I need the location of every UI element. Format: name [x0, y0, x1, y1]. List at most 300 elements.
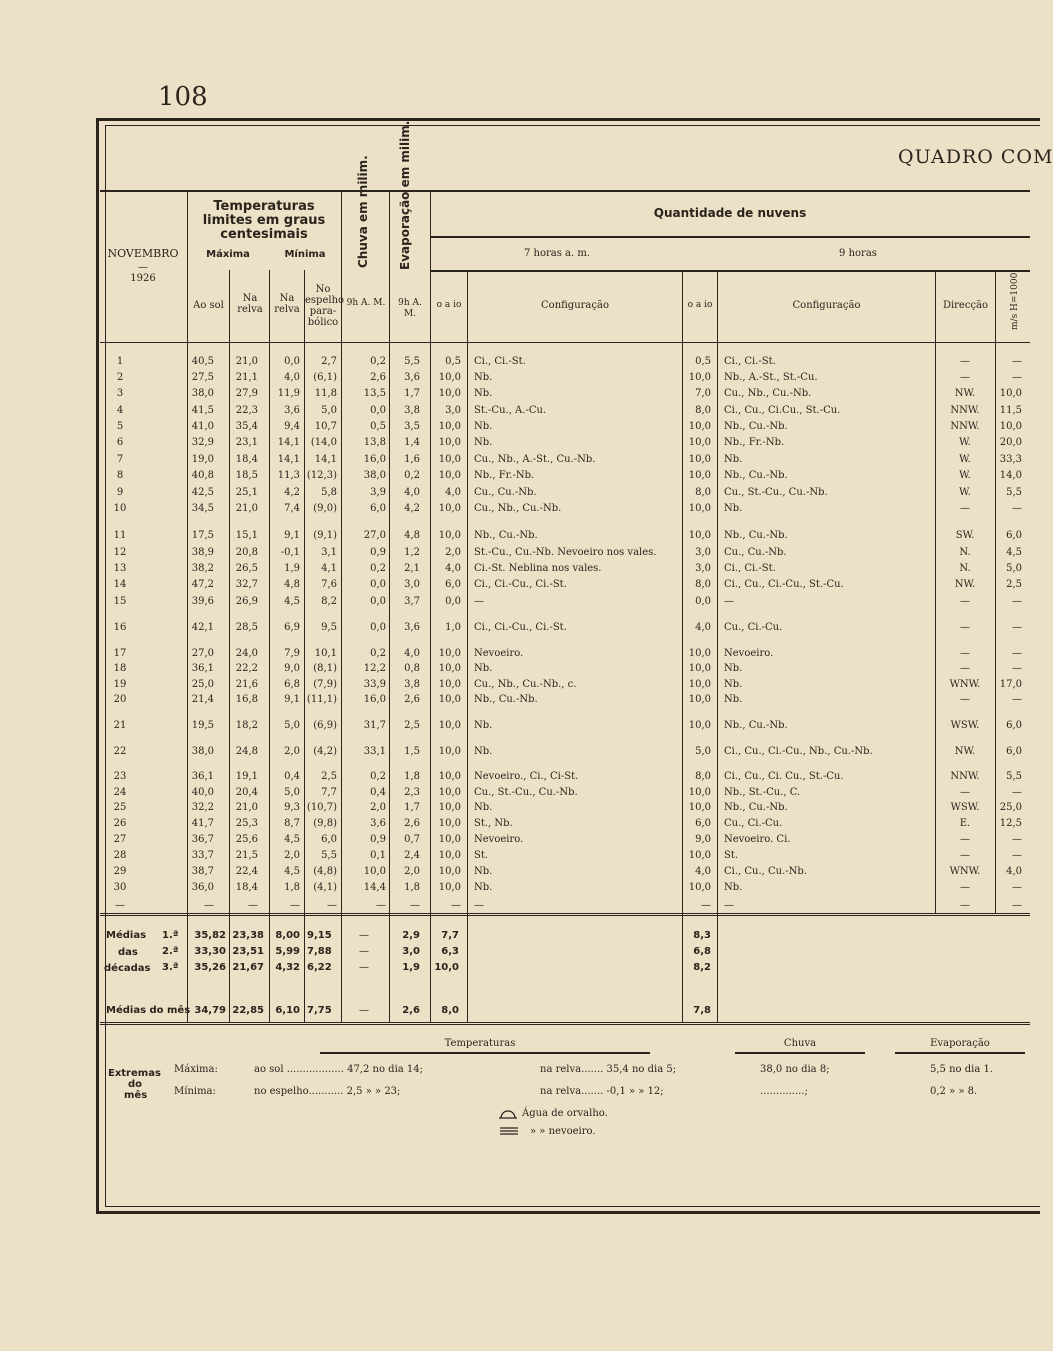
row-15-sol: 39,6	[191, 596, 214, 607]
row-2-esp: (6,1)	[313, 372, 337, 383]
row-5-esp: 10,7	[314, 421, 337, 432]
table-title: QUADRO COM	[898, 146, 1053, 168]
means-rule	[100, 913, 1030, 916]
row-1-c7: Ci., Ci.-St.	[474, 356, 526, 367]
row-11-relva: 15,1	[235, 530, 258, 541]
row-19-ch: 33,9	[363, 679, 386, 690]
row-30-sol: 36,0	[191, 882, 214, 893]
row-17-esp: 10,1	[314, 648, 337, 659]
decade-1-ev: 2,9	[402, 930, 420, 941]
year-header: 1926	[130, 273, 156, 284]
row-8-dir: W.	[959, 470, 971, 481]
row-5-n9: 10,0	[688, 421, 711, 432]
row-28-relva: 21,5	[235, 850, 258, 861]
oaio-9-header: o a io	[687, 300, 713, 310]
decade-1-esp: 9,15	[307, 930, 332, 941]
decade-3-minr: 4,32	[275, 962, 300, 973]
row-18-sol: 36,1	[191, 663, 214, 674]
row-16-relva: 28,5	[235, 622, 258, 633]
row-17-dir: —	[960, 648, 970, 659]
row-2-n9: 10,0	[688, 372, 711, 383]
row-12-c7: St.-Cu., Cu.-Nb. Nevoeiro nos vales.	[474, 547, 657, 558]
row-7-minr: 14,1	[277, 454, 300, 465]
ao-sol-header: Ao sol	[193, 300, 224, 311]
row-9-dir: W.	[959, 487, 971, 498]
row-9-n7: 4,0	[445, 487, 461, 498]
row-1-ch: 0,2	[370, 356, 386, 367]
row-28-n7: 10,0	[438, 850, 461, 861]
decade-3-relva: 21,67	[232, 962, 264, 973]
row-22-d: 22	[113, 746, 127, 757]
row-15-ch: 0,0	[370, 596, 386, 607]
row-25-relva: 21,0	[235, 802, 258, 813]
row-9-ch: 3,9	[370, 487, 386, 498]
row-21-sol: 19,5	[191, 720, 214, 731]
row-7-sol: 19,0	[191, 454, 214, 465]
row-8-ev: 0,2	[404, 470, 420, 481]
month-mean-esp: 7,75	[307, 1005, 332, 1016]
row-27-ev: 0,7	[404, 834, 420, 845]
row-27-c7: Nevoeiro.	[474, 834, 524, 845]
row-10-c9: Nb.	[724, 503, 743, 514]
row-11-c9: Nb., Cu.-Nb.	[724, 530, 788, 541]
row-6-n7: 10,0	[438, 437, 461, 448]
row-18-dir: —	[960, 663, 970, 674]
row-15-dir: —	[960, 596, 970, 607]
row-3-esp: 11,8	[314, 388, 337, 399]
row-16-ch: 0,0	[370, 622, 386, 633]
row-10-minr: 7,4	[284, 503, 300, 514]
row-3-relva: 27,9	[235, 388, 258, 399]
row-3-ch: 13,5	[363, 388, 386, 399]
row-6-sol: 32,9	[191, 437, 214, 448]
row-27-ms: —	[1012, 834, 1022, 845]
decade-3-esp: 6,22	[307, 962, 332, 973]
decade-3-sol: 35,26	[194, 962, 226, 973]
row-24-minr: 5,0	[284, 787, 300, 798]
row-26-ms: 12,5	[999, 818, 1022, 829]
row-4-esp: 5,0	[321, 405, 337, 416]
row-14-minr: 4,8	[284, 579, 300, 590]
row-17-n9: 10,0	[688, 648, 711, 659]
row-24-c9: Nb., St.-Cu., C.	[724, 787, 801, 798]
row-14-ev: 3,0	[404, 579, 420, 590]
row-9-esp: 5,8	[321, 487, 337, 498]
row-26-ch: 3,6	[370, 818, 386, 829]
row-15-ev: 3,7	[404, 596, 420, 607]
row-25-c9: Nb., Cu.-Nb.	[724, 802, 788, 813]
row-22-dir: NW.	[954, 746, 976, 757]
row-3-minr: 11,9	[277, 388, 300, 399]
row-13-n7: 4,0	[445, 563, 461, 574]
row-20-n7: 10,0	[438, 694, 461, 705]
row-30-ms: —	[1012, 882, 1022, 893]
row-25-ev: 1,7	[404, 802, 420, 813]
month-mean-minr: 6,10	[275, 1005, 300, 1016]
decade-3-ev: 1,9	[402, 962, 420, 973]
row-11-ch: 27,0	[363, 530, 386, 541]
row-20-c7: Nb., Cu.-Nb.	[474, 694, 538, 705]
month-mean-relva: 22,85	[232, 1005, 264, 1016]
row-19-relva: 21,6	[235, 679, 258, 690]
row-1-n9: 0,5	[695, 356, 711, 367]
row-28-ch: 0,1	[370, 850, 386, 861]
direccao-header: Direcção	[942, 300, 989, 311]
decade-3-n7: 10,0	[434, 962, 459, 973]
decade-1-k: 1.ª	[162, 930, 179, 941]
row-8-esp: (12,3)	[306, 470, 337, 481]
h7-header: 7 horas a. m.	[523, 248, 591, 259]
row-—-relva: —	[248, 900, 258, 911]
row-21-ch: 31,7	[363, 720, 386, 731]
row-24-n9: 10,0	[688, 787, 711, 798]
row-7-c9: Nb.	[724, 454, 743, 465]
decade-3-ch: —	[359, 962, 369, 973]
row-18-c9: Nb.	[724, 663, 743, 674]
row-20-ms: —	[1012, 694, 1022, 705]
row-7-n7: 10,0	[438, 454, 461, 465]
row-1-esp: 2,7	[321, 356, 337, 367]
row-20-n9: 10,0	[688, 694, 711, 705]
row-16-c9: Cu., Ci.-Cu.	[724, 622, 783, 633]
row-—-ms: —	[1012, 900, 1022, 911]
row-4-minr: 3,6	[284, 405, 300, 416]
row-30-dir: —	[960, 882, 970, 893]
header-bottom-rule	[100, 342, 1030, 343]
row-—-esp: —	[327, 900, 337, 911]
row-7-ch: 16,0	[363, 454, 386, 465]
row-18-c7: Nb.	[474, 663, 493, 674]
row-26-sol: 41,7	[191, 818, 214, 829]
row-15-d: 15	[113, 596, 127, 607]
row-14-n9: 8,0	[695, 579, 711, 590]
row-11-n9: 10,0	[688, 530, 711, 541]
row-7-dir: W.	[959, 454, 971, 465]
row-14-d: 14	[113, 579, 127, 590]
row-25-sol: 32,2	[191, 802, 214, 813]
row-13-sol: 38,2	[191, 563, 214, 574]
row-16-c7: Ci., Ci.-Cu., Ci.-St.	[474, 622, 567, 633]
decade-1-n9: 8,3	[693, 930, 711, 941]
row-28-minr: 2,0	[284, 850, 300, 861]
row-12-relva: 20,8	[235, 547, 258, 558]
row-13-ms: 5,0	[1006, 563, 1022, 574]
month-mean-n7: 8,0	[441, 1005, 459, 1016]
row-5-minr: 9,4	[284, 421, 300, 432]
row-3-dir: NW.	[954, 388, 976, 399]
row-29-esp: (4,8)	[313, 866, 337, 877]
row-5-sol: 41,0	[191, 421, 214, 432]
row-8-minr: 11,3	[277, 470, 300, 481]
row-30-n7: 10,0	[438, 882, 461, 893]
na-relva-min-header: Na relva	[274, 293, 300, 315]
row-15-n9: 0,0	[695, 596, 711, 607]
row-11-sol: 17,5	[191, 530, 214, 541]
row-18-d: 18	[113, 663, 127, 674]
fog-symbol-icon	[500, 1126, 518, 1136]
row-17-n7: 10,0	[438, 648, 461, 659]
row-29-d: 29	[113, 866, 127, 877]
row-17-relva: 24,0	[235, 648, 258, 659]
row-17-ch: 0,2	[370, 648, 386, 659]
row-16-n9: 4,0	[695, 622, 711, 633]
row-19-sol: 25,0	[191, 679, 214, 690]
row-29-sol: 38,7	[191, 866, 214, 877]
row-24-esp: 7,7	[321, 787, 337, 798]
row-21-n7: 10,0	[438, 720, 461, 731]
row-14-ch: 0,0	[370, 579, 386, 590]
row-29-ch: 10,0	[363, 866, 386, 877]
row-20-minr: 9,1	[284, 694, 300, 705]
row-12-sol: 38,9	[191, 547, 214, 558]
extremes-rule	[100, 1022, 1030, 1025]
row-30-d: 30	[113, 882, 127, 893]
decade-2-minr: 5,99	[275, 946, 300, 957]
row-7-ev: 1,6	[404, 454, 420, 465]
row-22-ms: 6,0	[1006, 746, 1022, 757]
row-4-ch: 0,0	[370, 405, 386, 416]
extremes-label-a: Extremas	[108, 1068, 161, 1079]
month-mean-n9: 7,8	[693, 1005, 711, 1016]
row-10-sol: 34,5	[191, 503, 214, 514]
extremes-max-chuva: 38,0 no dia 8;	[760, 1064, 830, 1075]
row-21-dir: WSW.	[950, 720, 980, 731]
row-18-esp: (8,1)	[313, 663, 337, 674]
row-20-esp: (11,1)	[306, 694, 337, 705]
row-5-ev: 3,5	[404, 421, 420, 432]
row-23-esp: 2,5	[321, 771, 337, 782]
row-10-ev: 4,2	[404, 503, 420, 514]
row-—-minr: —	[290, 900, 300, 911]
row-12-minr: -0,1	[280, 547, 300, 558]
row-9-c7: Cu., Cu.-Nb.	[474, 487, 537, 498]
row-1-ms: —	[1012, 356, 1022, 367]
row-30-ev: 1,8	[404, 882, 420, 893]
row-26-relva: 25,3	[235, 818, 258, 829]
row-8-relva: 18,5	[235, 470, 258, 481]
row-29-ms: 4,0	[1006, 866, 1022, 877]
row-3-c9: Cu., Nb., Cu.-Nb.	[724, 388, 812, 399]
extremes-label-b: do	[128, 1079, 143, 1090]
row-9-n9: 8,0	[695, 487, 711, 498]
row-24-sol: 40,0	[191, 787, 214, 798]
row-20-relva: 16,8	[235, 694, 258, 705]
decade-1-relva: 23,38	[232, 930, 264, 941]
extremes-chuva-head: Chuva	[783, 1038, 817, 1049]
row-17-minr: 7,9	[284, 648, 300, 659]
row-30-ch: 14,4	[363, 882, 386, 893]
row-9-ev: 4,0	[404, 487, 420, 498]
row-15-c7: —	[474, 596, 484, 607]
row-28-n9: 10,0	[688, 850, 711, 861]
row-3-d: 3	[116, 388, 124, 399]
row-25-ch: 2,0	[370, 802, 386, 813]
decade-1-ch: —	[359, 930, 369, 941]
chuva-hour-header: 9h A. M.	[346, 298, 386, 308]
config-7-header: Configuração	[541, 300, 609, 311]
row-1-dir: —	[960, 356, 970, 367]
page-number: 108	[158, 82, 208, 112]
row-23-sol: 36,1	[191, 771, 214, 782]
row-2-d: 2	[116, 372, 124, 383]
extremes-evap-head: Evaporação	[930, 1038, 990, 1049]
row-9-relva: 25,1	[235, 487, 258, 498]
row-12-dir: N.	[959, 547, 971, 558]
row-3-sol: 38,0	[191, 388, 214, 399]
row-2-c7: Nb.	[474, 372, 493, 383]
row-27-esp: 6,0	[321, 834, 337, 845]
row-28-c9: St.	[724, 850, 739, 861]
row-16-ms: —	[1012, 622, 1022, 633]
row-12-d: 12	[113, 547, 127, 558]
row-4-ev: 3,8	[404, 405, 420, 416]
row-18-ev: 0,8	[404, 663, 420, 674]
row-27-dir: —	[960, 834, 970, 845]
config-9-header: Configuração	[792, 300, 861, 311]
ms-header: m/s H=1000	[1010, 272, 1020, 330]
month-mean-sol: 34,79	[194, 1005, 226, 1016]
row-4-n7: 3,0	[445, 405, 461, 416]
row-10-n7: 10,0	[438, 503, 461, 514]
row-30-c9: Nb.	[724, 882, 743, 893]
row-12-ch: 0,9	[370, 547, 386, 558]
extremes-min-evap: 0,2 » » 8.	[930, 1086, 978, 1097]
row-22-c9: Ci., Cu., Ci.-Cu., Nb., Cu.-Nb.	[724, 746, 873, 757]
row-10-c7: Cu., Nb., Cu.-Nb.	[474, 503, 562, 514]
row-16-n7: 1,0	[445, 622, 461, 633]
row-—-dir: —	[960, 900, 970, 911]
decade-2-ch: —	[359, 946, 369, 957]
row-22-n9: 5,0	[695, 746, 711, 757]
decade-3-k: 3.ª	[162, 962, 179, 973]
row-14-n7: 6,0	[445, 579, 461, 590]
row-23-c7: Nevoeiro., Ci., Ci-St.	[474, 771, 579, 782]
extremes-evap-rule	[895, 1052, 1025, 1054]
row-28-ev: 2,4	[404, 850, 420, 861]
row-23-c9: Ci., Cu., Ci. Cu., St.-Cu.	[724, 771, 844, 782]
row-10-dir: —	[960, 503, 970, 514]
row-25-minr: 9,3	[284, 802, 300, 813]
row-1-relva: 21,0	[235, 356, 258, 367]
extremes-temps-head: Temperaturas	[444, 1038, 516, 1049]
row-13-d: 13	[113, 563, 127, 574]
extremes-chuva-rule	[735, 1052, 865, 1054]
row-13-c7: Ci.-St. Neblina nos vales.	[474, 563, 602, 574]
row-25-dir: WSW.	[950, 802, 980, 813]
row-27-ch: 0,9	[370, 834, 386, 845]
row-12-c9: Cu., Cu.-Nb.	[724, 547, 787, 558]
row-30-relva: 18,4	[235, 882, 258, 893]
row-7-n9: 10,0	[688, 454, 711, 465]
minima-header: Mínima	[284, 249, 326, 260]
row-2-dir: —	[960, 372, 970, 383]
row-19-c7: Cu., Nb., Cu.-Nb., c.	[474, 679, 577, 690]
row-23-ch: 0,2	[370, 771, 386, 782]
header-top-rule	[100, 190, 1030, 192]
row-8-c9: Nb., Cu.-Nb.	[724, 470, 788, 481]
legend-dew: Água de orvalho.	[522, 1108, 608, 1119]
row-17-sol: 27,0	[191, 648, 214, 659]
row-11-ev: 4,8	[404, 530, 420, 541]
extremes-max-sol: ao sol .................. 47,2 no dia 14;	[254, 1064, 424, 1075]
row-9-sol: 42,5	[191, 487, 214, 498]
row-16-esp: 9,5	[321, 622, 337, 633]
extremes-max-evap: 5,5 no dia 1.	[930, 1064, 994, 1075]
row-7-d: 7	[116, 454, 124, 465]
row-—-c9: —	[724, 900, 734, 911]
row-27-d: 27	[113, 834, 127, 845]
row-19-d: 19	[113, 679, 127, 690]
extremes-min-esp: no espelho........... 2,5 » » 23;	[254, 1086, 401, 1097]
row-21-ev: 2,5	[404, 720, 420, 731]
row-27-sol: 36,7	[191, 834, 214, 845]
row-—-d: —	[115, 900, 125, 911]
row-12-ev: 1,2	[404, 547, 420, 558]
row-2-relva: 21,1	[235, 372, 258, 383]
row-13-minr: 1,9	[284, 563, 300, 574]
row-23-minr: 0,4	[284, 771, 300, 782]
row-29-c9: Ci., Cu., Cu.-Nb.	[724, 866, 807, 877]
means-label-b: das	[118, 947, 138, 958]
decade-1-minr: 8,00	[275, 930, 300, 941]
row-2-c9: Nb., A.-St., St.-Cu.	[724, 372, 818, 383]
row-30-esp: (4,1)	[313, 882, 337, 893]
row-30-c7: Nb.	[474, 882, 493, 893]
row-24-ev: 2,3	[404, 787, 420, 798]
decade-1-sol: 35,82	[194, 930, 226, 941]
row-11-ms: 6,0	[1006, 530, 1022, 541]
row-6-ch: 13,8	[363, 437, 386, 448]
row-26-c7: St., Nb.	[474, 818, 513, 829]
row-—-c7: —	[474, 900, 484, 911]
row-2-n7: 10,0	[438, 372, 461, 383]
evap-hour-header: 9h A. M.	[398, 298, 422, 319]
row-21-minr: 5,0	[284, 720, 300, 731]
row-8-n7: 10,0	[438, 470, 461, 481]
row-—-n7: —	[451, 900, 461, 911]
row-25-n7: 10,0	[438, 802, 461, 813]
evaporacao-header: Evaporação em milim.	[398, 120, 412, 270]
row-4-n9: 8,0	[695, 405, 711, 416]
row-4-relva: 22,3	[235, 405, 258, 416]
decade-2-ev: 3,0	[402, 946, 420, 957]
row-27-n9: 9,0	[695, 834, 711, 845]
row-17-ev: 4,0	[404, 648, 420, 659]
row-—-sol: —	[204, 900, 214, 911]
row-2-ch: 2,6	[370, 372, 386, 383]
col-line-10	[717, 270, 718, 1022]
row-13-relva: 26,5	[235, 563, 258, 574]
row-2-ev: 3,6	[404, 372, 420, 383]
row-7-relva: 18,4	[235, 454, 258, 465]
month-mean-ch: —	[359, 1005, 369, 1016]
extremes-temps-rule	[320, 1052, 650, 1054]
row-25-ms: 25,0	[999, 802, 1022, 813]
row-6-c7: Nb.	[474, 437, 493, 448]
row-17-c7: Nevoeiro.	[474, 648, 524, 659]
row-8-n9: 10,0	[688, 470, 711, 481]
row-23-dir: NNW.	[950, 771, 980, 782]
row-13-esp: 4,1	[321, 563, 337, 574]
row-6-ev: 1,4	[404, 437, 420, 448]
row-20-ev: 2,6	[404, 694, 420, 705]
row-4-c7: St.-Cu., A.-Cu.	[474, 405, 547, 416]
row-13-ch: 0,2	[370, 563, 386, 574]
col-line-8	[467, 270, 468, 1022]
row-5-ms: 10,0	[999, 421, 1022, 432]
row-29-ev: 2,0	[404, 866, 420, 877]
row-11-c7: Nb., Cu.-Nb.	[474, 530, 538, 541]
